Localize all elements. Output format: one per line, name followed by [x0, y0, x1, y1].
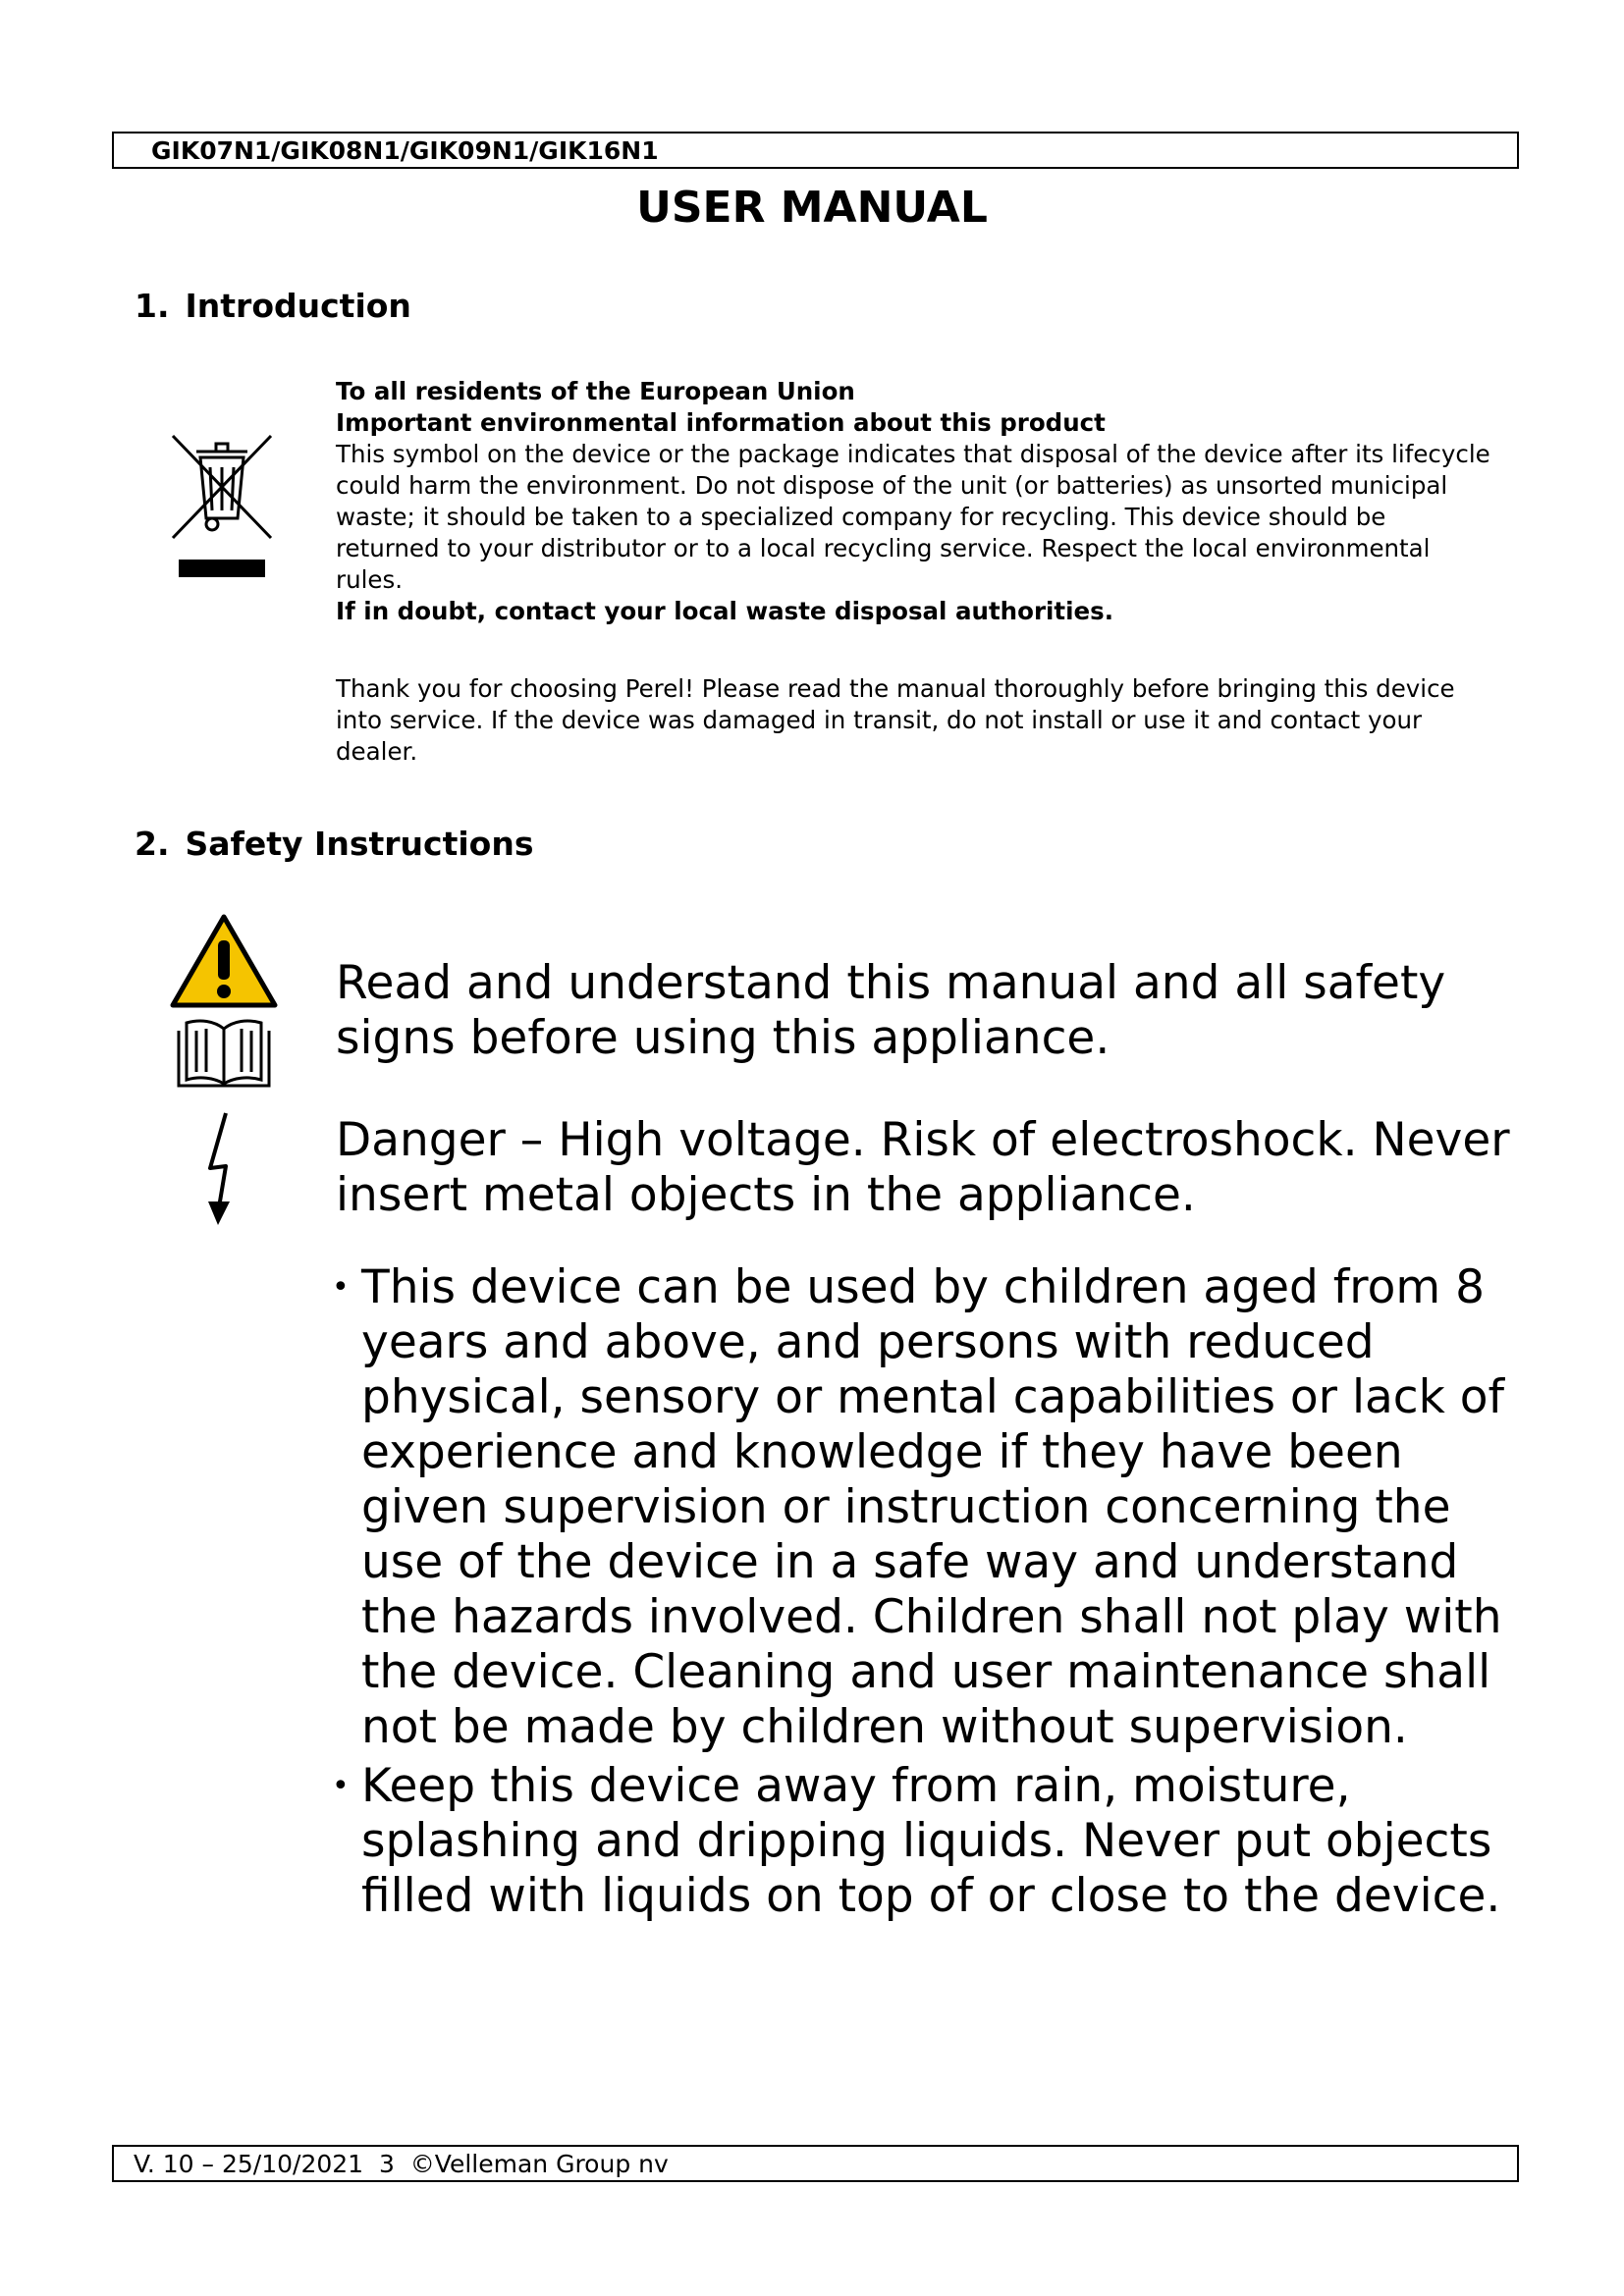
footer-version: V. 10 – 25/10/2021	[134, 2150, 364, 2178]
safety-danger: Danger – High voltage. Risk of electroshock. Never insert metal objects in the appliance.	[336, 1113, 1510, 1222]
bullet-dot: •	[332, 1769, 350, 1803]
warning-triangle-icon	[169, 911, 279, 1094]
footer-page-number: 3	[378, 2150, 395, 2178]
bullet-text: This device can be used by children aged from 8 years and above, and persons with reduced physical, sensory or mental capabilities or lack of experience and knowledge if they have been given supervision or instruction concerning the use of the device in a safe way and understand the hazards involved. Children shall not play with the device. Cleaning and user maintenance shall not be made by children without supervision.	[361, 1260, 1505, 1754]
list-item	[332, 1759, 1540, 1924]
intro-thanks: Thank you for choosing Perel! Please read the manual thoroughly before bringing this device into service. If the device was damaged in transit, do not install or use it and contact your dealer.	[336, 674, 1455, 766]
page-title: USER MANUAL	[636, 183, 988, 233]
intro-body: This symbol on the device or the package indicates that disposal of the device after its lifecycle could harm the environment. Do not dispose of the unit (or batteries) as unsorted municipal waste; it should be taken to a specialized company for recycling. This device should be returned to your distributor or to a local recycling service. Respect the local environmental rules.	[336, 440, 1490, 594]
bullet-dot: •	[332, 1270, 350, 1305]
section-heading-safety	[135, 825, 533, 863]
intro-line-eu: To all residents of the European Union	[336, 377, 855, 405]
introduction-block	[336, 376, 1494, 627]
model-numbers: GIK07N1/GIK08N1/GIK09N1/GIK16N1	[151, 136, 659, 165]
intro-doubt: If in doubt, contact your local waste disposal authorities.	[336, 597, 1114, 625]
footer-text	[134, 2150, 669, 2178]
intro-line-environment: Important environmental information about this product	[336, 408, 1106, 437]
section-number: 1.	[135, 287, 170, 325]
section-number: 2.	[135, 825, 170, 863]
weee-bin-icon	[167, 428, 277, 583]
section-heading-introduction	[135, 287, 411, 325]
footer-box	[112, 2145, 1519, 2182]
header-box	[112, 132, 1519, 169]
high-voltage-icon	[204, 1111, 244, 1227]
safety-read-manual: Read and understand this manual and all safety signs before using this appliance.	[336, 956, 1446, 1065]
bullet-text: Keep this device away from rain, moisture, splashing and dripping liquids. Never put objects filled with liquids on top of or close to the device.	[361, 1759, 1501, 1923]
footer-copyright: ©Velleman Group nv	[409, 2150, 669, 2178]
safety-bullet-list	[332, 1260, 1540, 1924]
section-title: Introduction	[185, 287, 411, 325]
section-title: Safety Instructions	[185, 825, 534, 863]
manual-book-icon	[179, 1021, 269, 1086]
list-item	[332, 1260, 1540, 1755]
